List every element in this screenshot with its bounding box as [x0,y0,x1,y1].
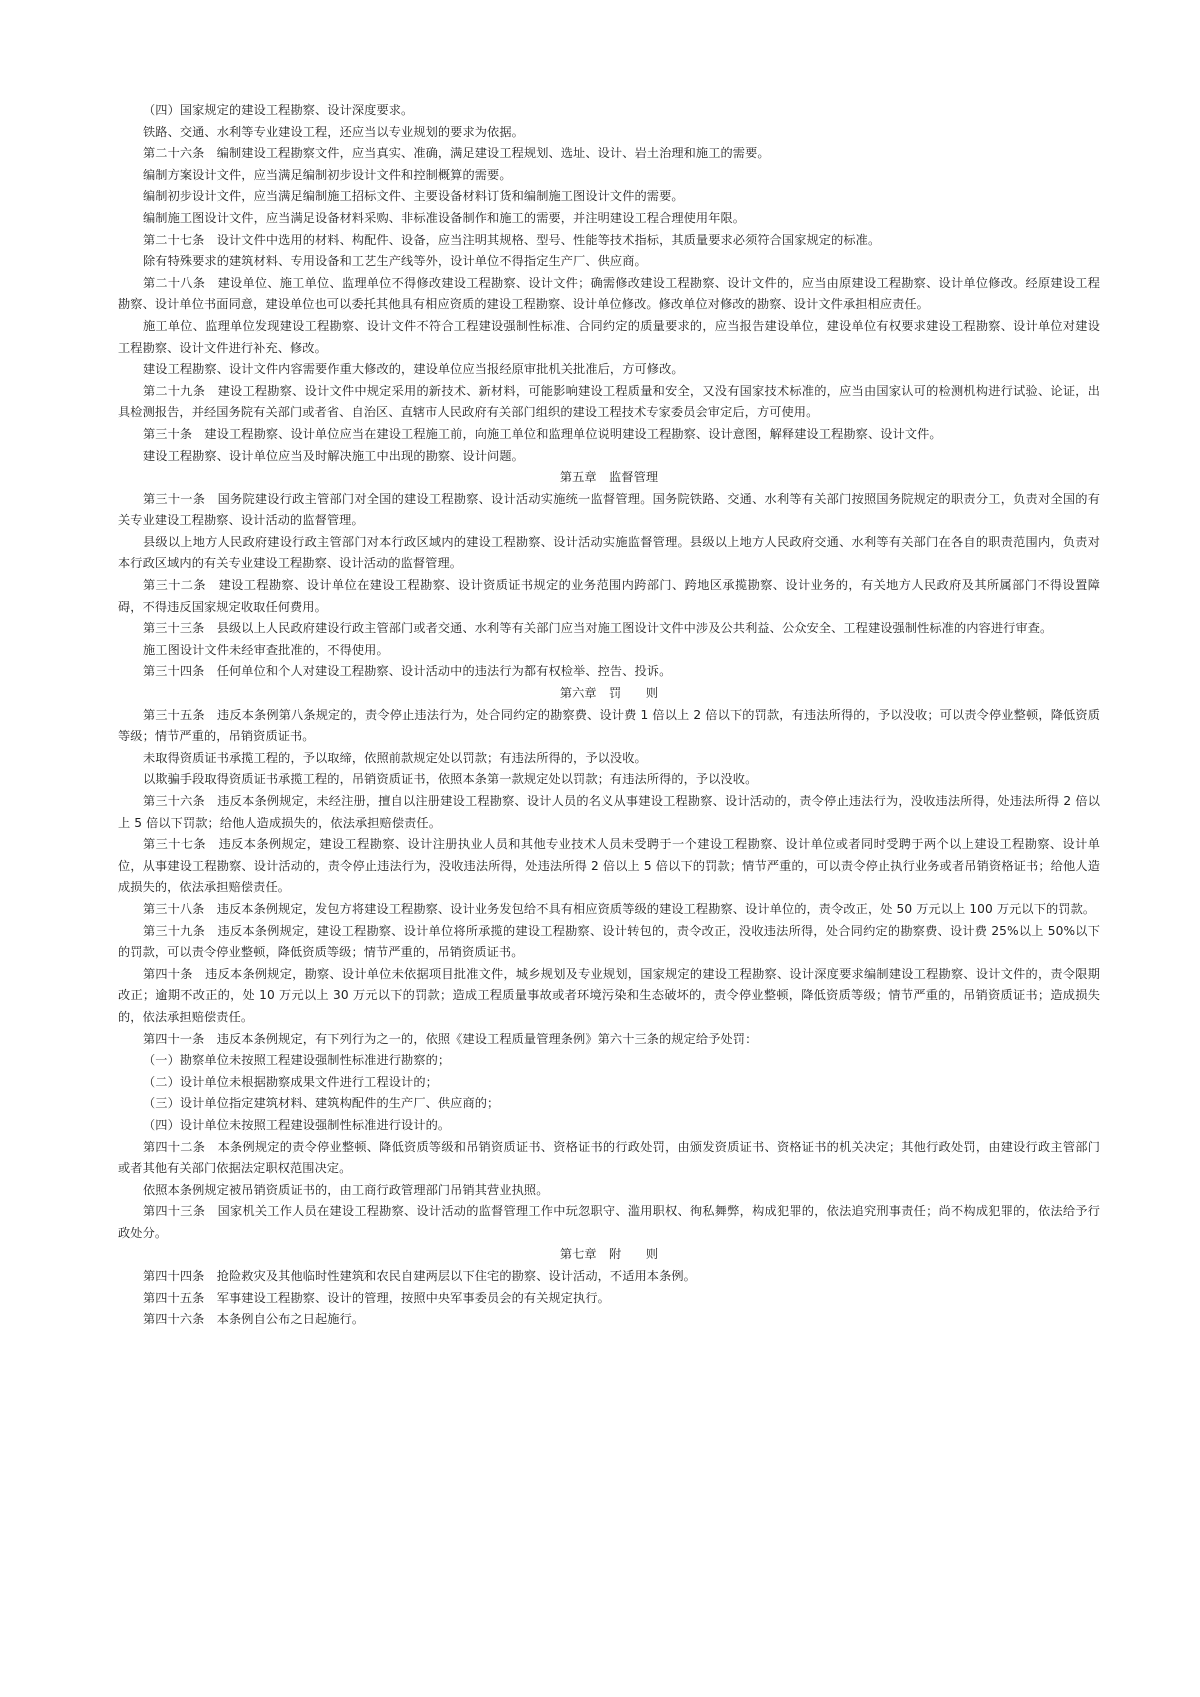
article-33: 第三十三条 县级以上人民政府建设行政主管部门或者交通、水利等有关部门应当对施工图设计文件中涉及公共利益、公众安全、工程建设强制性标准的内容进行审查。 [143,621,1053,636]
paragraph-special-projects: 铁路、交通、水利等专业建设工程，还应当以专业规划的要求为依据。 [143,124,524,139]
article-37: 第三十七条 违反本条例规定，建设工程勘察、设计注册执业人员和其他专业技术人员未受聘于一个建设工程勘察、设计单位或者同时受聘于两个以上建设工程勘察、设计单位，从事建设工程勘察、设计活动的，责令停止违法行为，没收违法所得，处违法所得 2 倍以上 5 倍以下的罚款；情节严重的，可以责令停止执行业务或者吊销资格证书；给他人造成损失的，依法承担赔偿责任。 [118,837,1100,895]
article-34: 第三十四条 任何单位和个人对建设工程勘察、设计活动中的违法行为都有权检举、控告、投诉。 [143,664,672,679]
article-30: 第三十条 建设工程勘察、设计单位应当在建设工程施工前，向施工单位和监理单位说明建设工程勘察、设计意图，解释建设工程勘察、设计文件。 [143,426,942,441]
article-38: 第三十八条 违反本条例规定，发包方将建设工程勘察、设计业务发包给不具有相应资质等级的建设工程勘察、设计单位的，责令改正，处 50 万元以上 100 万元以下的罚款。 [143,901,1096,916]
paragraph-preliminary-design: 编制初步设计文件，应当满足编制施工招标文件、主要设备材料订货和编制施工图设计文件的需要。 [143,189,684,204]
chapter-6-heading: 第六章 罚 则 [559,686,659,701]
paragraph-scheme-design: 编制方案设计文件，应当满足编制初步设计文件和控制概算的需要。 [143,167,512,182]
article-26: 第二十六条 编制建设工程勘察文件，应当真实、准确，满足建设工程规划、选址、设计、岩土治理和施工的需要。 [143,146,770,161]
article-42: 第四十二条 本条例规定的责令停业整顿、降低资质等级和吊销资质证书、资格证书的行政处罚，由颁发资质证书、资格证书的机关决定；其他行政处罚，由建设行政主管部门或者其他有关部门依据法定职权范围决定。 [118,1139,1100,1176]
article-41: 第四十一条 违反本条例规定，有下列行为之一的，依照《建设工程质量管理条例》第六十三条的规定给予处罚： [143,1031,758,1046]
article-36: 第三十六条 违反本条例规定，未经注册，擅自以注册建设工程勘察、设计人员的名义从事建设工程勘察、设计活动的，责令停止违法行为，没收违法所得，处违法所得 2 倍以上 5 倍以下罚款；给他人造成损失的，依法承担赔偿责任。 [118,794,1100,830]
paragraph-special-materials: 除有特殊要求的建筑材料、专用设备和工艺生产线等外，设计单位不得指定生产厂、供应商。 [143,254,647,269]
article-28: 第二十八条 建设单位、施工单位、监理单位不得修改建设工程勘察、设计文件；确需修改建设工程勘察、设计文件的，应当由原建设工程勘察、设计单位修改。经原建设工程勘察、设计单位书面同意，建设单位也可以委托其他具有相应资质的建设工程勘察、设计单位修改。修改单位对修改的勘察、设计文件承担相应责任。 [118,275,1100,312]
list-item-1: （一）勘察单位未按照工程建设强制性标准进行勘察的； [143,1053,451,1068]
list-item-3: （三）设计单位指定建筑材料、建筑构配件的生产厂、供应商的； [143,1096,500,1111]
chapter-7-heading: 第七章 附 则 [559,1247,659,1262]
paragraph-fraud-certificate: 以欺骗手段取得资质证书承揽工程的，吊销资质证书，依照本条第一款规定处以罚款；有违法所得的，予以没收。 [143,772,758,787]
paragraph-no-certificate: 未取得资质证书承揽工程的，予以取缔，依照前款规定处以罚款；有违法所得的，予以没收。 [143,750,647,765]
chapter-5-heading: 第五章 监督管理 [559,470,659,485]
list-item-4-depth-requirements: （四）国家规定的建设工程勘察、设计深度要求。 [143,103,414,117]
list-item-2: （二）设计单位未根据勘察成果文件进行工程设计的； [143,1074,438,1089]
article-27: 第二十七条 设计文件中选用的材料、构配件、设备，应当注明其规格、型号、性能等技术指标，其质量要求必须符合国家规定的标准。 [143,232,881,247]
article-40: 第四十条 违反本条例规定，勘察、设计单位未依据项目批准文件，城乡规划及专业规划，国家规定的建设工程勘察、设计深度要求编制建设工程勘察、设计文件的，责令限期改正；逾期不改正的，处 10 万元以上 30 万元以下的罚款；造成工程质量事故或者环境污染和生态破坏的，责令停业整顿，降低资质等级；情节严重的，吊销资质证书；造成损失的，依法承担赔偿责任。 [118,966,1100,1024]
paragraph-business-license: 依照本条例规定被吊销资质证书的，由工商行政管理部门吊销其营业执照。 [143,1182,549,1197]
document-page [118,100,1100,1331]
paragraph-construction-units: 施工单位、监理单位发现建设工程勘察、设计文件不符合工程建设强制性标准、合同约定的质量要求的，应当报告建设单位，建设单位有权要求建设工程勘察、设计单位对建设工程勘察、设计文件进行补充、修改。 [118,318,1100,355]
article-32: 第三十二条 建设工程勘察、设计单位在建设工程勘察、设计资质证书规定的业务范围内跨部门、跨地区承揽勘察、设计业务的，有关地方人民政府及其所属部门不得设置障碍，不得违反国家规定收取任何费用。 [118,578,1100,614]
article-35: 第三十五条 违反本条例第八条规定的，责令停止违法行为，处合同约定的勘察费、设计费 1 倍以上 2 倍以下的罚款，有违法所得的，予以没收；可以责令停业整顿，降低资质等级；情节严重的，吊销资质证书。 [118,707,1100,744]
paragraph-construction-drawing: 编制施工图设计文件，应当满足设备材料采购、非标准设备制作和施工的需要，并注明建设工程合理使用年限。 [143,210,746,225]
article-45: 第四十五条 军事建设工程勘察、设计的管理，按照中央军事委员会的有关规定执行。 [143,1290,610,1305]
paragraph-unapproved-drawings: 施工图设计文件未经审查批准的，不得使用。 [143,642,389,657]
article-39: 第三十九条 违反本条例规定，建设工程勘察、设计单位将所承揽的建设工程勘察、设计转包的，责令改正，没收违法所得，处合同约定的勘察费、设计费 25%以上 50%以下的罚款，可以责令停业整顿，降低资质等级；情节严重的，吊销资质证书。 [118,923,1100,960]
list-item-4: （四）设计单位未按照工程建设强制性标准进行设计的。 [143,1117,451,1132]
article-44: 第四十四条 抢险救灾及其他临时性建筑和农民自建两层以下住宅的勘察、设计活动，不适用本条例。 [143,1269,696,1284]
article-29: 第二十九条 建设工程勘察、设计文件中规定采用的新技术、新材料，可能影响建设工程质量和安全，又没有国家技术标准的，应当由国家认可的检测机构进行试验、论证，出具检测报告，并经国务院有关部门或者省、自治区、直辖市人民政府有关部门组织的建设工程技术专家委员会审定后，方可使用。 [118,383,1100,420]
paragraph-county-level-supervision: 县级以上地方人民政府建设行政主管部门对本行政区域内的建设工程勘察、设计活动实施监督管理。县级以上地方人民政府交通、水利等有关部门在各自的职责范围内，负责对本行政区域内的有关专业建设工程勘察、设计活动的监督管理。 [118,534,1100,571]
paragraph-timely-resolution: 建设工程勘察、设计单位应当及时解决施工中出现的勘察、设计问题。 [143,448,524,463]
paragraph-major-modifications: 建设工程勘察、设计文件内容需要作重大修改的，建设单位应当报经原审批机关批准后，方可修改。 [143,362,684,377]
article-31: 第三十一条 国务院建设行政主管部门对全国的建设工程勘察、设计活动实施统一监督管理。国务院铁路、交通、水利等有关部门按照国务院规定的职责分工，负责对全国的有关专业建设工程勘察、设计活动的监督管理。 [118,491,1100,528]
article-46: 第四十六条 本条例自公布之日起施行。 [143,1312,365,1327]
article-43: 第四十三条 国家机关工作人员在建设工程勘察、设计活动的监督管理工作中玩忽职守、滥用职权、徇私舞弊，构成犯罪的，依法追究刑事责任；尚不构成犯罪的，依法给予行政处分。 [118,1204,1100,1240]
